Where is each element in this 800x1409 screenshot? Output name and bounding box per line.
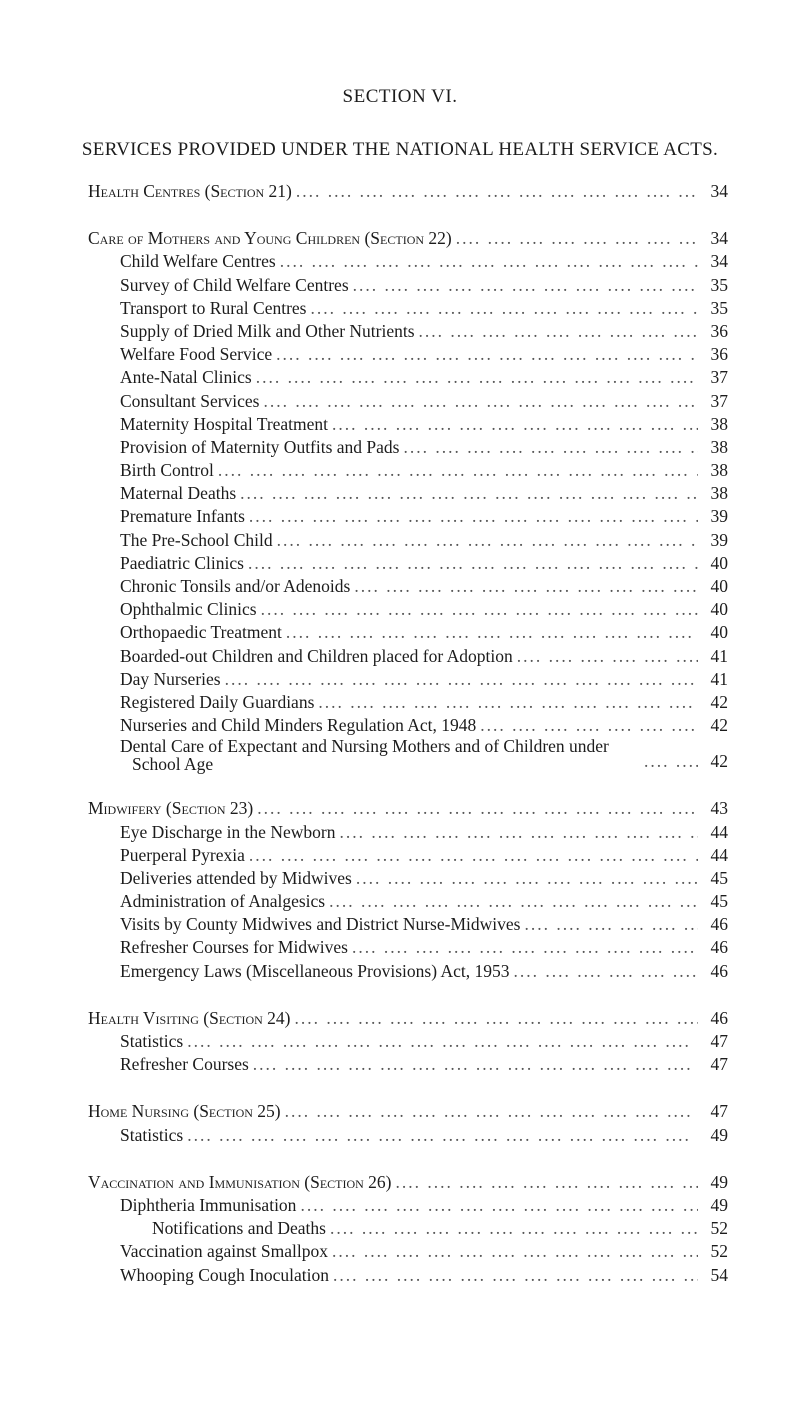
dot-leader — [404, 436, 699, 459]
toc-entry-label: Home Nursing (Section 25) — [88, 1101, 281, 1122]
toc-entry-label: Consultant Services — [120, 390, 260, 411]
toc-entry — [88, 1030, 728, 1053]
toc-page-number: 47 — [710, 1031, 728, 1051]
toc-entry-label: Care of Mothers and Young Children (Section 22) — [88, 228, 452, 249]
dot-leader — [419, 320, 698, 343]
toc-page-number: 46 — [710, 937, 728, 958]
toc-entry-label: Child Welfare Centres — [120, 251, 276, 272]
dot-leader — [240, 482, 698, 505]
toc-entry — [88, 645, 728, 668]
toc-entry — [88, 1240, 728, 1263]
toc-entry — [88, 1124, 728, 1147]
toc-page-number: 42 — [710, 691, 728, 712]
toc-entry-label: Day Nurseries — [120, 668, 221, 689]
toc-page-number: 39 — [710, 529, 728, 550]
toc-page-number: 46 — [710, 1007, 728, 1028]
dot-leader — [354, 575, 698, 598]
dot-leader — [276, 343, 698, 366]
toc-entry-label: Emergency Laws (Miscellaneous Provisions) Act, 1953 — [120, 960, 510, 981]
toc-entry — [88, 343, 728, 366]
dot-leader — [225, 668, 698, 691]
toc-entry-label: Welfare Food Service — [120, 344, 273, 365]
dot-leader — [332, 413, 698, 436]
toc-page-number: 44 — [710, 821, 728, 842]
toc-entry — [88, 575, 728, 598]
toc-entry — [88, 529, 728, 552]
toc-entry-label: Survey of Child Welfare Centres — [120, 274, 349, 295]
table-of-contents — [88, 180, 728, 1287]
toc-page-number: 38 — [710, 436, 728, 457]
toc-entry-label-line2: School Age — [132, 754, 214, 775]
toc-group-heading — [88, 1171, 728, 1194]
dot-leader — [330, 1217, 698, 1240]
toc-entry-label: Visits by County Midwives and District Nurse-Midwives — [120, 914, 521, 935]
toc-page-number: 39 — [710, 506, 728, 527]
toc-entry — [88, 1194, 728, 1217]
toc-page-number: 52 — [710, 1218, 728, 1239]
toc-entry — [88, 691, 728, 714]
toc-entry — [88, 297, 728, 320]
toc-page-number: 49 — [710, 1194, 728, 1215]
dot-leader — [285, 1100, 698, 1123]
toc-page-number: 34 — [710, 228, 728, 249]
toc-entry — [88, 737, 728, 773]
toc-entry-label: Refresher Courses for Midwives — [120, 937, 348, 958]
toc-page-number: 45 — [710, 867, 728, 888]
toc-entry — [88, 668, 728, 691]
dot-leader — [261, 598, 698, 621]
toc-entry — [88, 320, 728, 343]
dot-leader — [517, 645, 698, 668]
toc-entry-label: Health Visiting (Section 24) — [88, 1007, 291, 1028]
dot-leader — [187, 1124, 698, 1147]
toc-page-number: 36 — [710, 344, 728, 365]
toc-page-number: 38 — [710, 483, 728, 504]
dot-leader — [280, 250, 698, 273]
dot-leader — [256, 366, 698, 389]
toc-entry — [88, 890, 728, 913]
toc-entry-label: Maternal Deaths — [120, 483, 237, 504]
dot-leader — [329, 890, 698, 913]
toc-page-number: 40 — [710, 576, 728, 596]
dot-leader — [332, 1240, 698, 1263]
dot-leader — [339, 821, 698, 844]
toc-entry-label: Chronic Tonsils and/or Adenoids — [120, 576, 351, 596]
toc-entry-label: Maternity Hospital Treatment — [120, 413, 329, 434]
toc-entry — [88, 274, 728, 297]
dot-leader — [296, 180, 698, 203]
toc-entry-label: Statistics — [120, 1124, 184, 1145]
toc-group-heading — [88, 180, 728, 203]
toc-entry-label: Premature Infants — [120, 506, 245, 527]
dot-leader — [333, 1264, 698, 1287]
dot-leader — [218, 459, 698, 482]
toc-entry — [88, 821, 728, 844]
toc-entry — [88, 505, 728, 528]
toc-entry-label: Paediatric Clinics — [120, 552, 244, 573]
toc-page-number: 35 — [710, 297, 728, 318]
dot-leader — [318, 691, 698, 714]
toc-page-number: 41 — [710, 645, 728, 666]
toc-page-number: 41 — [710, 668, 728, 689]
dot-leader — [644, 750, 698, 773]
toc-entry — [88, 936, 728, 959]
dot-leader — [356, 867, 698, 890]
toc-entry-label: Puerperal Pyrexia — [120, 844, 245, 865]
dot-leader — [286, 621, 698, 644]
toc-entry-label: Deliveries attended by Midwives — [120, 867, 352, 888]
toc-entry-label: Nurseries and Child Minders Regulation Act, 1948 — [120, 715, 477, 736]
toc-page-number: 54 — [710, 1264, 728, 1285]
dot-leader — [311, 297, 699, 320]
section-heading: SECTION VI. — [342, 86, 458, 107]
toc-page-number: 46 — [710, 914, 728, 935]
toc-page-number: 47 — [710, 1101, 728, 1122]
dot-leader — [353, 274, 698, 297]
toc-entry-label: Whooping Cough Inoculation — [120, 1264, 330, 1285]
toc-entry-label: Registered Daily Guardians — [120, 691, 315, 712]
toc-group-heading — [88, 1100, 728, 1123]
toc-group-heading — [88, 1007, 728, 1030]
dot-leader — [257, 797, 698, 820]
toc-page-number: 38 — [710, 413, 728, 434]
toc-entry — [88, 482, 728, 505]
toc-page-number: 47 — [710, 1054, 728, 1075]
toc-entry — [88, 390, 728, 413]
dot-leader — [264, 390, 699, 413]
toc-page-number: 34 — [710, 251, 728, 272]
toc-entry-label: Eye Discharge in the Newborn — [120, 821, 336, 842]
toc-group-heading — [88, 797, 728, 820]
dot-leader — [253, 1053, 698, 1076]
toc-entry — [88, 250, 728, 273]
toc-page-number: 46 — [710, 960, 728, 981]
toc-page-number: 42 — [710, 751, 728, 772]
toc-entry-label: Diphtheria Immunisation — [120, 1194, 297, 1215]
toc-entry — [88, 714, 728, 737]
toc-entry-label: Health Centres (Section 21) — [88, 181, 292, 201]
toc-entry-label: Orthopaedic Treatment — [120, 622, 282, 643]
toc-entry-label: Notifications and Deaths — [152, 1218, 326, 1239]
toc-page-number: 49 — [710, 1124, 728, 1145]
toc-entry-label: Vaccination against Smallpox — [120, 1241, 329, 1262]
toc-entry-label: Boarded-out Children and Children placed for Adoption — [120, 645, 513, 666]
toc-page-number: 38 — [710, 460, 728, 481]
dot-leader — [277, 529, 698, 552]
toc-entry — [88, 1264, 728, 1287]
toc-group-heading — [88, 227, 728, 250]
toc-entry-label: Ophthalmic Clinics — [120, 599, 257, 620]
toc-entry-label: Vaccination and Immunisation (Section 26) — [88, 1171, 392, 1192]
toc-entry-label: Supply of Dried Milk and Other Nutrients — [120, 320, 415, 341]
toc-page-number: 40 — [710, 599, 728, 620]
dot-leader — [513, 960, 698, 983]
toc-entry-label: Provision of Maternity Outfits and Pads — [120, 436, 400, 457]
dot-leader — [249, 844, 698, 867]
toc-page-number: 40 — [710, 552, 728, 573]
dot-leader — [524, 913, 698, 936]
dot-leader — [187, 1030, 698, 1053]
toc-entry-label: Statistics — [120, 1031, 184, 1051]
toc-entry-label-line1: Dental Care of Expectant and Nursing Mothers and of Children under — [120, 736, 609, 757]
toc-entry — [88, 1217, 728, 1240]
toc-page-number: 35 — [710, 274, 728, 295]
toc-entry-label: The Pre-School Child — [120, 529, 273, 550]
toc-page-number: 49 — [710, 1171, 728, 1192]
toc-page-number: 34 — [710, 181, 728, 201]
dot-leader — [396, 1171, 698, 1194]
toc-page-number: 43 — [710, 798, 728, 819]
toc-entry — [88, 598, 728, 621]
dot-leader — [456, 227, 698, 250]
toc-page-number: 45 — [710, 891, 728, 912]
toc-entry-label: Ante-Natal Clinics — [120, 367, 252, 388]
toc-page-number: 37 — [710, 367, 728, 388]
toc-entry-label: Transport to Rural Centres — [120, 297, 307, 318]
toc-entry-label: Midwifery (Section 23) — [88, 798, 254, 819]
toc-entry-label: Refresher Courses — [120, 1054, 249, 1075]
toc-entry — [88, 413, 728, 436]
dot-leader — [300, 1194, 698, 1217]
toc-entry — [88, 913, 728, 936]
toc-entry — [88, 552, 728, 575]
toc-entry — [88, 844, 728, 867]
dot-leader — [249, 505, 698, 528]
page-title: SERVICES PROVIDED UNDER THE NATIONAL HEALTH SERVICE ACTS. — [81, 139, 719, 160]
toc-entry-label: Administration of Analgesics — [120, 891, 326, 912]
toc-page-number: 52 — [710, 1241, 728, 1262]
dot-leader — [480, 714, 698, 737]
toc-entry — [88, 459, 728, 482]
toc-entry — [88, 1053, 728, 1076]
toc-entry — [88, 867, 728, 890]
toc-page-number: 40 — [710, 622, 728, 643]
dot-leader — [248, 552, 698, 575]
toc-page-number: 37 — [710, 390, 728, 411]
toc-entry — [88, 621, 728, 644]
toc-entry-label — [120, 737, 640, 773]
toc-page-number: 42 — [710, 715, 728, 736]
toc-entry — [88, 960, 728, 983]
toc-page-number: 36 — [710, 320, 728, 341]
toc-entry — [88, 436, 728, 459]
toc-page-number: 44 — [710, 844, 728, 865]
toc-entry — [88, 366, 728, 389]
dot-leader — [352, 936, 698, 959]
dot-leader — [295, 1007, 698, 1030]
toc-entry-label: Birth Control — [120, 460, 214, 481]
